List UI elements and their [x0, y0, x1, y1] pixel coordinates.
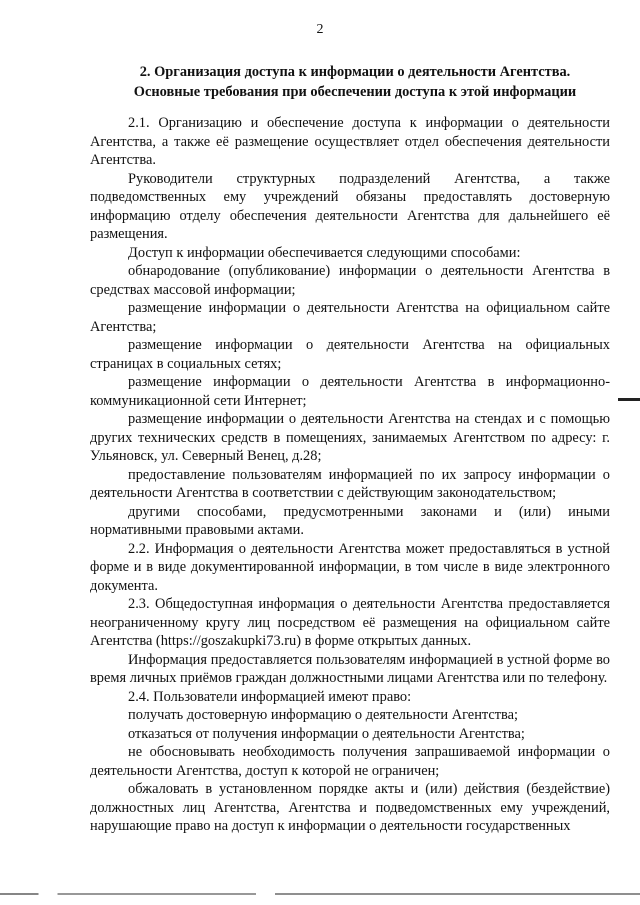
list-item-social-networks: размещение информации о деятельности Агентства на официальных страницах в социальных сетях; — [90, 337, 610, 372]
paragraph-oral-info: Информация предоставляется пользователям информацией в устной форме во время личных приёмов граждан должностными лицами Агентства или по телефону. — [90, 651, 610, 686]
list-item-internet: размещение информации о деятельности Агентства в информационно-коммуникационной сети Интернет; — [90, 374, 610, 409]
section-heading — [90, 62, 620, 102]
list-item-on-request: предоставление пользователям информацией по их запросу информации о деятельности Агентства в соответствии с действующим законодательством; — [90, 466, 610, 501]
list-item-official-site: размещение информации о деятельности Агентства на официальном сайте Агентства; — [90, 300, 610, 335]
page-number: 2 — [316, 22, 324, 37]
list-item-publication: обнародование (опубликование) информации о деятельности Агентства в средствах массовой информации; — [90, 263, 610, 298]
scan-artifact-mark — [618, 398, 640, 401]
list-item-no-justification: не обосновывать необходимость получения запрашиваемой информации о деятельности Агентства, доступ к которой не ограничен; — [90, 744, 610, 779]
list-item-other-ways: другими способами, предусмотренными законами и (или) иными нормативными правовыми актами. — [90, 503, 610, 538]
paragraph-heads-duty: Руководители структурных подразделений Агентства, а также подведомственных ему учреждений обязаны предоставлять достоверную информацию отделу обеспечения деятельности Агентства для дальнейшего её размещения. — [90, 170, 610, 242]
paragraph-2-3: 2.3. Общедоступная информация о деятельности Агентства предоставляется неограниченному кругу лиц посредством её размещения на официальном сайте Агентства (https://goszakupki73.ru) в форме открытых данных. — [90, 596, 610, 649]
list-item-stands: размещение информации о деятельности Агентства на стендах и с помощью других технических средств в помещениях, занимаемых Агентством по адресу: г. Ульяновск, ул. Северный Венец, д.28; — [90, 411, 610, 464]
document-body — [90, 114, 610, 836]
paragraph-2-1: 2.1. Организацию и обеспечение доступа к информации о деятельности Агентства, а также её размещение осуществляет отдел обеспечения деятельности Агентства. — [90, 115, 610, 168]
scan-bottom-edge — [0, 893, 640, 895]
list-item-receive-info: получать достоверную информацию о деятельности Агентства; — [128, 707, 519, 723]
list-item-refuse-info: отказаться от получения информации о деятельности Агентства; — [128, 725, 525, 742]
list-item-appeal: обжаловать в установленном порядке акты и (или) действия (бездействие) должностных лиц Агентства, Агентства и подведомственных ему учреждений, нарушающие право на доступ к информации о деятельности государственных — [90, 781, 610, 834]
section-heading-line-1: 2. Организация доступа к информации о деятельности Агентства. — [139, 64, 571, 80]
paragraph-2-4: 2.4. Пользователи информацией имеют право: — [128, 688, 412, 705]
section-heading-line-2: Основные требования при обеспечении доступа к этой информации — [133, 84, 577, 100]
paragraph-2-2: 2.2. Информация о деятельности Агентства может предоставляться в устной форме и в виде документированной информации, в том числе в виде электронного документа. — [90, 540, 610, 594]
paragraph-access-methods: Доступ к информации обеспечивается следующими способами: — [128, 244, 521, 261]
